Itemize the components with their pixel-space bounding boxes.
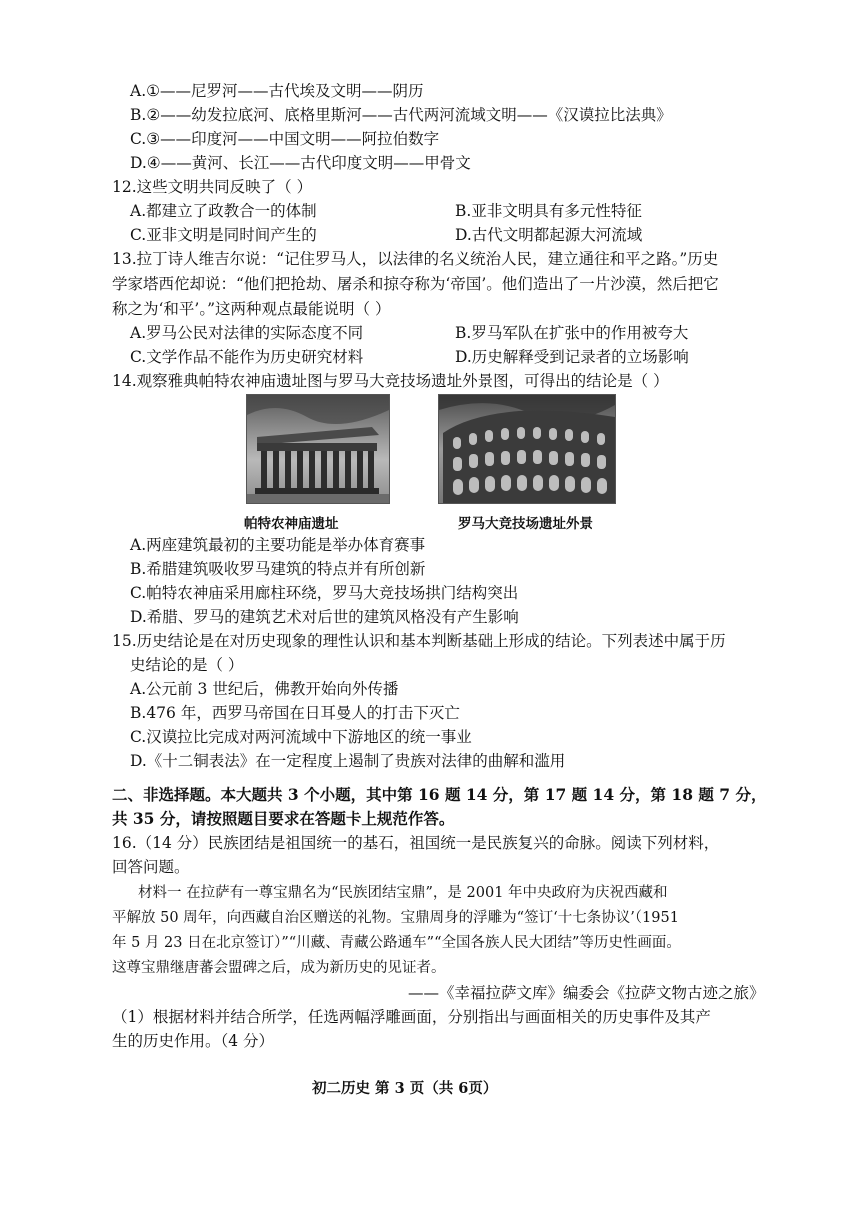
q14-option-a: A.两座建筑最初的主要功能是举办体育赛事 xyxy=(130,536,426,554)
section2-heading-line2: 共 35 分，请按照题目要求在答题卡上规范作答。 xyxy=(112,809,455,828)
q12-option-c: C.亚非文明是同时间产生的 xyxy=(130,226,317,244)
material1-line2: 平解放 50 周年，向西藏自治区赠送的礼物。宝鼎周身的浮雕为“签订‘十七条协议’（1951 xyxy=(112,910,679,926)
q16-sub1-line2: 生的历史作用。（4 分） xyxy=(112,1032,275,1050)
q14-option-d: D.希腊、罗马的建筑艺术对后世的建筑风格没有产生影响 xyxy=(130,608,519,626)
q12-option-a: A.都建立了政教合一的体制 xyxy=(130,202,317,220)
q13-stem-line1: 13.拉丁诗人维吉尔说：“记住罗马人，以法律的名义统治人民，建立通往和平之路。”历史 xyxy=(112,250,719,268)
material1-line4: 这尊宝鼎继唐蕃会盟碑之后，成为新历史的见证者。 xyxy=(112,960,446,976)
q16-stem-line1: 16.（14 分）民族团结是祖国统一的基石，祖国统一是民族复兴的命脉。阅读下列材料， xyxy=(112,834,720,852)
page-footer: 初二历史 第 3 页（共 6页） xyxy=(312,1080,498,1097)
q15-option-d: D.《十二铜表法》在一定程度上遏制了贵族对法律的曲解和滥用 xyxy=(130,752,566,770)
material1-source: ——《幸福拉萨文库》编委会《拉萨文物古迹之旅》 xyxy=(408,984,765,1002)
q15-stem-line1: 15.历史结论是在对历史现象的理性认识和基本判断基础上形成的结论。下列表述中属于历 xyxy=(112,632,726,650)
q12-option-b: B.亚非文明具有多元性特征 xyxy=(455,202,642,220)
q12-stem: 12.这些文明共同反映了（ ） xyxy=(112,178,313,196)
q15-option-a: A.公元前 3 世纪后，佛教开始向外传播 xyxy=(130,680,399,698)
material1-line3: 年 5 月 23 日在北京签订）”“川藏、青藏公路通车”“全国各族人民大团结”等历史性画面。 xyxy=(112,935,681,951)
q13-option-b: B.罗马军队在扩张中的作用被夸大 xyxy=(455,324,689,342)
q11-option-d: D.④——黄河、长江——古代印度文明——甲骨文 xyxy=(130,154,471,172)
q13-option-a: A.罗马公民对法律的实际态度不同 xyxy=(130,324,364,342)
q14-option-c: C.帕特农神庙采用廊柱环绕，罗马大竞技场拱门结构突出 xyxy=(130,584,519,602)
q11-option-a: A.①——尼罗河——古代埃及文明——阴历 xyxy=(130,82,424,100)
section2-heading-line1: 二、非选择题。本大题共 3 个小题，其中第 16 题 14 分，第 17 题 14 分，第 18 题 7 分， xyxy=(112,785,767,804)
q11-option-b: B.②——幼发拉底河、底格里斯河——古代两河流域文明——《汉谟拉比法典》 xyxy=(130,106,672,124)
q15-option-c: C.汉谟拉比完成对两河流域中下游地区的统一事业 xyxy=(130,728,472,746)
q13-stem-line2: 学家塔西佗却说：“他们把抢劫、屠杀和掠夺称为‘帝国’。他们造出了一片沙漠，然后把它 xyxy=(112,275,719,293)
q16-stem-line2: 回答问题。 xyxy=(112,858,190,876)
parthenon-photo xyxy=(246,394,390,504)
material1-line1: 材料一 在拉萨有一尊宝鼎名为“民族团结宝鼎”，是 2001 年中央政府为庆祝西藏和 xyxy=(138,885,668,901)
q13-option-c: C.文学作品不能作为历史研究材料 xyxy=(130,348,364,366)
q16-sub1-line1: （1）根据材料并结合所学，任选两幅浮雕画面，分别指出与画面相关的历史事件及其产 xyxy=(112,1008,711,1026)
q11-option-c: C.③——印度河——中国文明——阿拉伯数字 xyxy=(130,130,440,148)
q13-option-d: D.历史解释受到记录者的立场影响 xyxy=(455,348,689,366)
q14-stem: 14.观察雅典帕特农神庙遗址图与罗马大竞技场遗址外景图，可得出的结论是（ ） xyxy=(112,372,669,390)
colosseum-caption: 罗马大竞技场遗址外景 xyxy=(458,516,593,532)
parthenon-caption: 帕特农神庙遗址 xyxy=(244,516,339,532)
q15-stem-line2: 史结论的是（ ） xyxy=(130,656,244,674)
colosseum-photo xyxy=(438,394,616,504)
q12-option-d: D.古代文明都起源大河流域 xyxy=(455,226,643,244)
q15-option-b: B.476 年，西罗马帝国在日耳曼人的打击下灭亡 xyxy=(130,704,460,722)
q13-stem-line3: 称之为‘和平’。”这两种观点最能说明（ ） xyxy=(112,300,391,318)
q14-option-b: B.希腊建筑吸收罗马建筑的特点并有所创新 xyxy=(130,560,426,578)
